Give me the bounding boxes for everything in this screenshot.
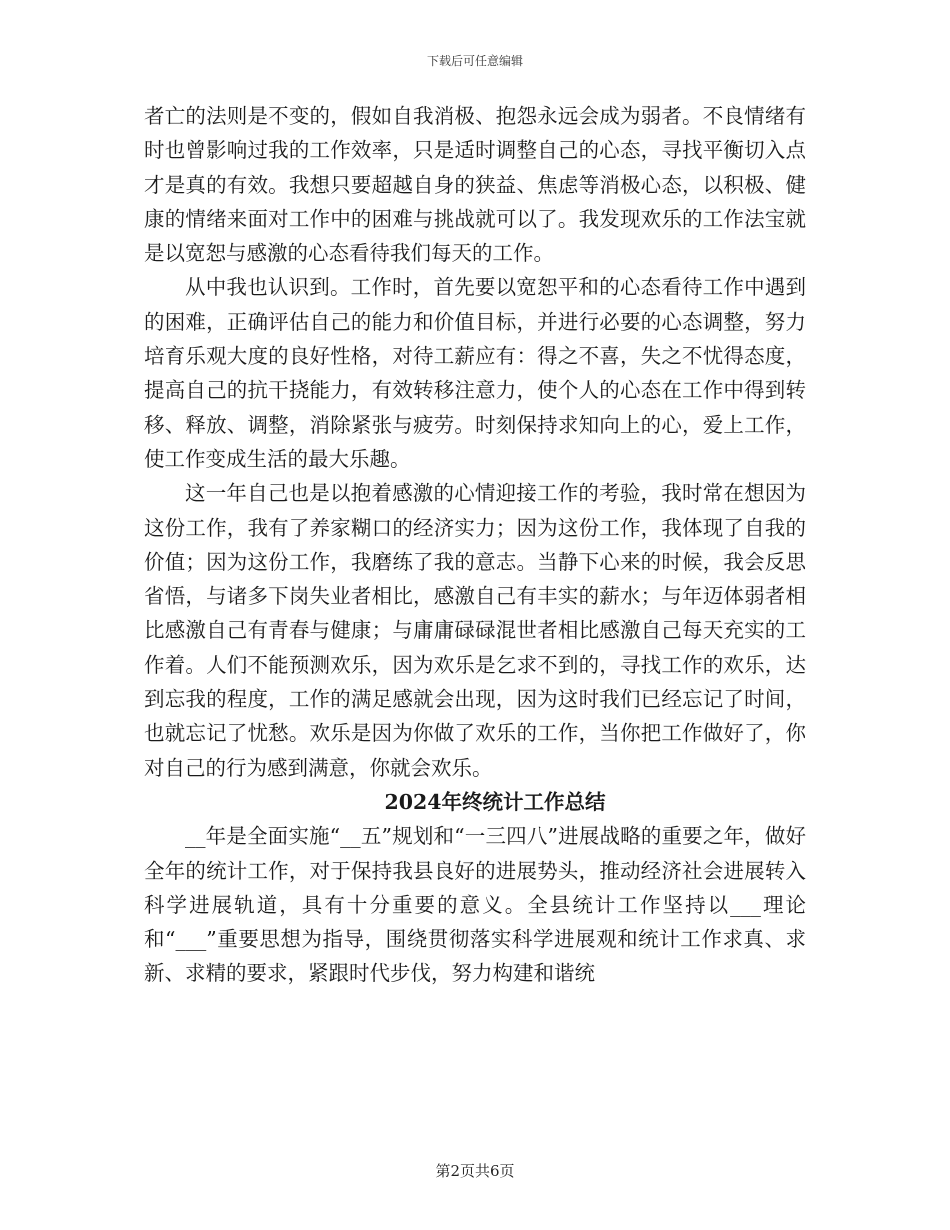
paragraph: __年是全面实施“__五”规划和“一三四八”进展战略的重要之年，做好全年的统计工作，对于保持我县良好的进展势头，推动经济社会进展转入科学进展轨道，具有十分重要的意义。全县统计工作坚持以___理论和“___”重要思想为指导，围绕贯彻落实科学进展观和统计工作求真、求新、求精的要求，紧跟时代步伐，努力构建和谐统: [144, 824, 806, 986]
page-number-footer: 第2页共6页: [435, 1162, 515, 1180]
paragraph: 这一年自己也是以抱着感激的心情迎接工作的考验，我时常在想因为这份工作，我有了养家糊口的经济实力；因为这份工作，我体现了自我的价值；因为这份工作，我磨练了我的意志。当静下心来的时候，我会反思省悟，与诸多下岗失业者相比，感激自己有丰实的薪水；与年迈体弱者相比感激自己有青春与健康；与庸庸碌碌混世者相比感激自己每天充实的工作着。人们不能预测欢乐，因为欢乐是乞求不到的，寻找工作的欢乐，达到忘我的程度，工作的满足感就会出现，因为这时我们已经忘记了时间，也就忘记了忧愁。欢乐是因为你做了欢乐的工作，当你把工作做好了，你对自己的行为感到满意，你就会欢乐。: [144, 481, 806, 780]
document-body: [144, 99, 806, 991]
paragraph-continued: 者亡的法则是不变的，假如自我消极、抱怨永远会成为弱者。不良情绪有时也曾影响过我的工作效率，只是适时调整自己的心态，寻找平衡切入点才是真的有效。我想只要超越自身的狭益、焦虑等消极心态，以积极、健康的情绪来面对工作中的困难与挑战就可以了。我发现欢乐的工作法宝就是以宽恕与感激的心态看待我们每天的工作。: [144, 104, 806, 266]
section-title: 2024年终统计工作总结: [384, 789, 606, 814]
page-header-note: 下载后可任意编辑: [426, 54, 523, 68]
paragraph: 从中我也认识到。工作时，首先要以宽恕平和的心态看待工作中遇到的困难，正确评估自己的能力和价值目标，并进行必要的心态调整，努力培育乐观大度的良好性格，对待工薪应有：得之不喜，失之不忧得态度，提高自己的抗干挠能力，有效转移注意力，使个人的心态在工作中得到转移、释放、调整，消除紧张与疲劳。时刻保持求知向上的心，爱上工作，使工作变成生活的最大乐趣。: [144, 275, 806, 471]
